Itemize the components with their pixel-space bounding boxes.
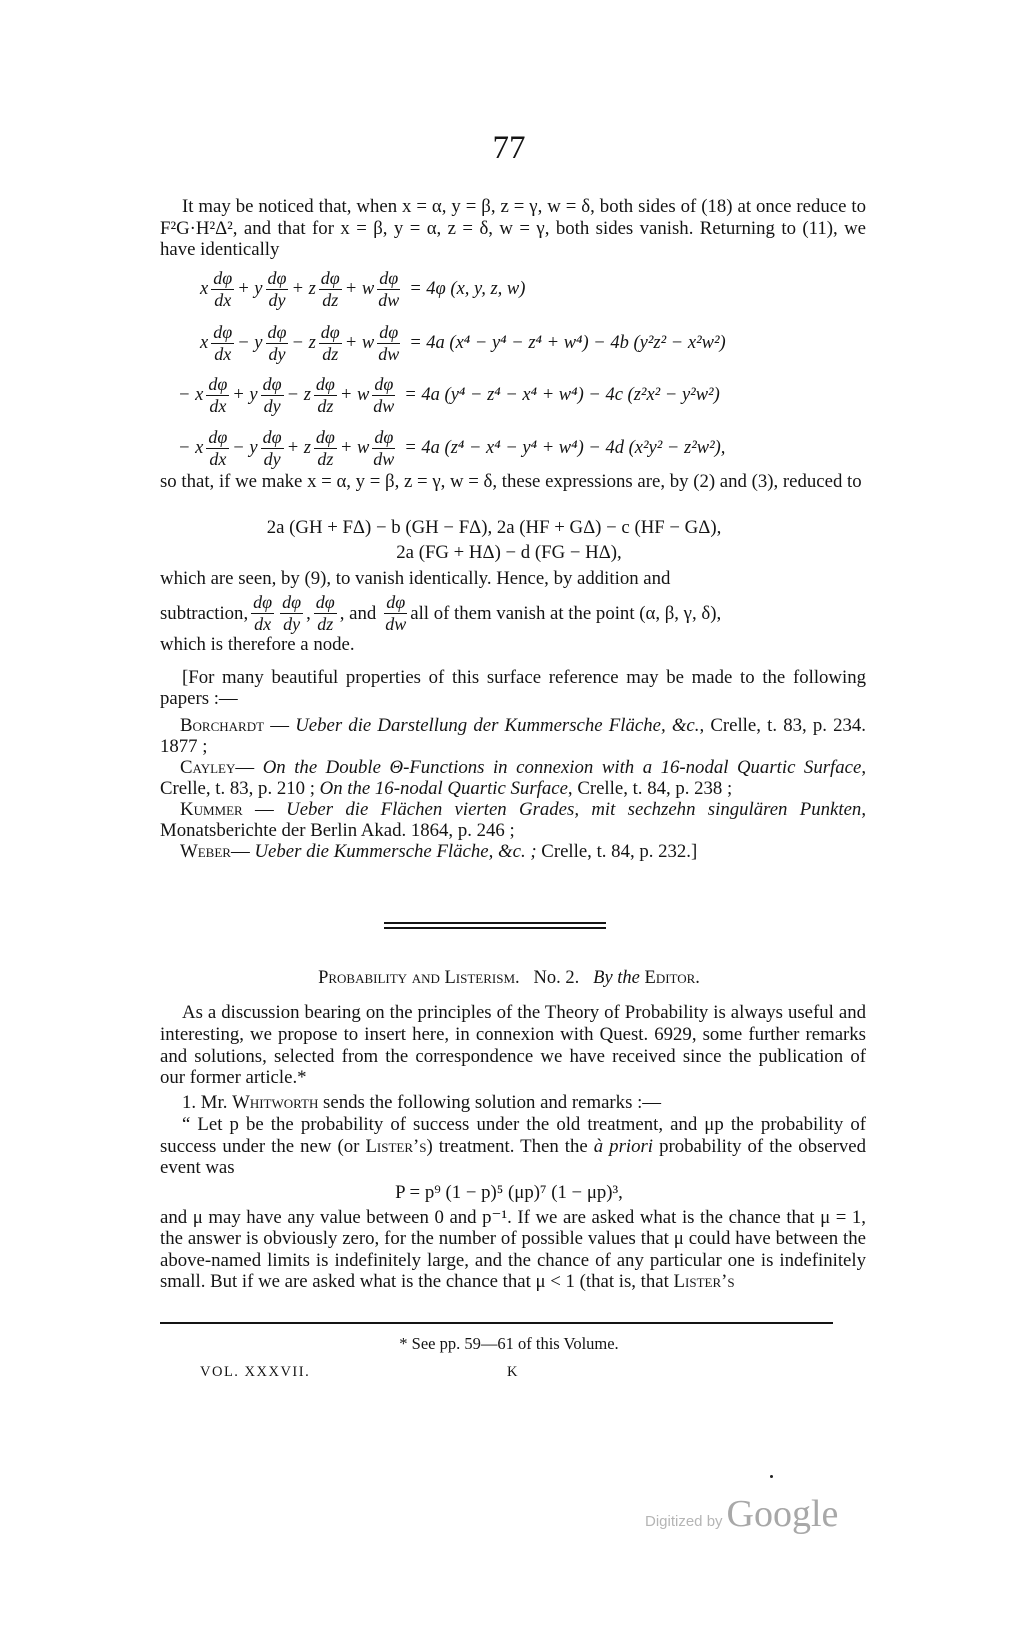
fraction [377, 268, 400, 311]
frac-num: dφ [379, 322, 399, 342]
eq-lead: x [200, 333, 209, 353]
ref-author: Kummer [180, 799, 243, 820]
frac-num: dφ [315, 427, 335, 447]
fraction [314, 427, 337, 470]
person-name: Lister’s [365, 1135, 427, 1157]
whitworth-paragraph: 1. Mr. Whitworth sends the following solution and remarks :— [182, 1092, 662, 1113]
fraction [261, 374, 284, 417]
eq-term: − y [232, 438, 258, 458]
eq-term: + w [339, 385, 370, 405]
speck [770, 1475, 773, 1478]
node-line: which is therefore a node. [160, 634, 355, 655]
equation-row [200, 322, 860, 365]
eq-term: + y [237, 279, 263, 299]
frac-den: dz [322, 290, 339, 310]
fraction [211, 322, 234, 365]
frac-den: dy [283, 614, 301, 634]
frac-num: dφ [282, 592, 302, 612]
frac-den: dz [317, 449, 334, 469]
intro-paragraph: It may be noticed that, when x = α, y = β, z = γ, w = δ, both sides of (18) at once reduce to F²G·H²Δ², and that for x = β, y = α, z = δ, w = γ, both sides vanish. Returning to (11), we have identically [160, 196, 866, 260]
fraction [384, 592, 407, 635]
equation-row [178, 427, 858, 470]
person-name: Lister’s [673, 1270, 735, 1292]
reference-weber: Weber— Ueber die Kummersche Fläche, &c. ; Crelle, t. 84, p. 232.] [180, 841, 698, 862]
ref-author: Weber [180, 841, 231, 862]
fraction [377, 322, 400, 365]
ref-title: On the 16-nodal Quartic Surface [319, 778, 568, 799]
footnote: * See pp. 59—61 of this Volume. [399, 1334, 619, 1353]
frac-den: dz [317, 396, 334, 416]
volume-label: VOL. XXXVII. [200, 1364, 311, 1380]
reference-borchardt: Borchardt — Ueber die Darstellung der Kummersche Fläche, &c., Crelle, t. 83, p. 234. 1877 ; [160, 715, 866, 757]
frac-num: dφ [253, 592, 273, 612]
ref-title: Ueber die Darstellung der Kummersche Fläche, &c. [295, 715, 700, 736]
eq-lead: x [200, 279, 209, 299]
fraction [280, 592, 303, 635]
eq-rhs: = 4φ (x, y, z, w) [409, 279, 526, 299]
subtraction-post: all of them vanish at the point (α, β, γ, δ), [410, 602, 722, 624]
frac-num: dφ [320, 268, 340, 288]
ref-title: Ueber die Kummersche Fläche, &c. ; [254, 841, 537, 862]
section-author: Editor. [644, 968, 700, 988]
fraction [266, 268, 289, 311]
reduced-line-2: 2a (FG + HΔ) − d (FG − HΔ), [396, 542, 622, 563]
frac-den: dw [373, 396, 395, 416]
section-number: No. 2. [533, 968, 580, 988]
eq-lead: − x [178, 438, 204, 458]
section-heading [0, 967, 1018, 989]
frac-den: dw [378, 290, 400, 310]
separator-rule [384, 922, 606, 924]
frac-den: dx [209, 449, 227, 469]
fraction [211, 268, 234, 311]
separator-rule [384, 927, 606, 929]
vanish-line: which are seen, by (9), to vanish identically. Hence, by addition and [160, 568, 671, 589]
eq-lead: − x [178, 385, 204, 405]
ref-title: On the Double Θ-Functions in connexion with a 16-nodal Quartic Surface [262, 757, 862, 778]
section-by: By the [593, 968, 640, 988]
frac-num: dφ [374, 374, 394, 394]
ref-title: Ueber die Flächen vierten Grades, mit sechzehn singulären Punkten [286, 799, 862, 820]
reference-cayley: Cayley— On the Double Θ-Functions in connexion with a 16-nodal Quartic Surface, Crelle, t. 83, p. 210 ; On the 16-nodal Quartic Surface, Crelle, t. 84, p. 238 ; [160, 757, 867, 799]
eq-rhs: = 4a (x⁴ − y⁴ − z⁴ + w⁴) − 4b (y²z² − x²w²) [409, 333, 726, 353]
person-name: Whitworth [232, 1092, 319, 1113]
frac-num: dφ [267, 322, 287, 342]
frac-num: dφ [374, 427, 394, 447]
eq-term: + z [291, 279, 316, 299]
frac-num: dφ [267, 268, 287, 288]
signature-mark: K [507, 1364, 518, 1380]
watermark-caption: Digitized by [645, 1513, 723, 1530]
frac-den: dy [268, 290, 286, 310]
fraction [314, 374, 337, 417]
ref-author: Cayley [180, 757, 236, 778]
section-title: Probability and Listerism. [318, 968, 520, 988]
frac-num: dφ [213, 268, 233, 288]
equation-row [200, 268, 860, 311]
eq-term: − z [291, 333, 316, 353]
eq-term: + w [344, 333, 375, 353]
reference-kummer: Kummer — Ueber die Flächen vierten Grades, mit sechzehn singulären Punkten, Monatsberichte der Berlin Akad. 1864, p. 246 ; [160, 799, 867, 841]
frac-num: dφ [262, 374, 282, 394]
equation-row [178, 374, 858, 417]
so-that-paragraph: so that, if we make x = α, y = β, z = γ, w = δ, these expressions are, by (2) and (3), reduced to [160, 471, 862, 492]
eq-rhs: = 4a (z⁴ − x⁴ − y⁴ + w⁴) − 4d (x²y² − z²w²), [404, 438, 726, 458]
fraction [372, 374, 395, 417]
fraction [314, 592, 337, 635]
references-block [160, 667, 866, 862]
eq-rhs: = 4a (y⁴ − z⁴ − x⁴ + w⁴) − 4c (z²x² − y²w²) [404, 385, 720, 405]
eq-term: + y [232, 385, 258, 405]
fraction [251, 592, 274, 635]
eq-term: − y [237, 333, 263, 353]
eq-term: + w [339, 438, 370, 458]
frac-num: dφ [213, 322, 233, 342]
fraction [206, 374, 229, 417]
google-logo: Google [726, 1493, 839, 1535]
page-number: 77 [492, 130, 526, 166]
fraction [206, 427, 229, 470]
eq-term: − z [286, 385, 311, 405]
fraction [319, 268, 342, 311]
subtraction-and: , and [339, 602, 377, 624]
frac-den: dw [373, 449, 395, 469]
probability-formula: P = p⁹ (1 − p)⁵ (μp)⁷ (1 − μp)³, [395, 1182, 623, 1203]
frac-num: dφ [320, 322, 340, 342]
frac-den: dx [254, 614, 272, 634]
frac-num: dφ [315, 374, 335, 394]
fraction [261, 427, 284, 470]
frac-den: dw [385, 614, 407, 634]
quote-paragraph: “ Let p be the probability of success under the old treatment, and μp the probability of success under the new (or Lister’s) treatment. Then the à priori probability of the observed event was [160, 1114, 867, 1178]
subtraction-text: subtraction, [160, 602, 249, 624]
fraction [319, 322, 342, 365]
frac-den: dz [322, 344, 339, 364]
frac-den: dx [209, 396, 227, 416]
frac-num: dφ [208, 374, 228, 394]
frac-den: dz [317, 614, 334, 634]
frac-den: dx [214, 290, 232, 310]
answer-paragraph: and μ may have any value between 0 and p⁻¹. If we are asked what is the chance that μ = 1, the answer is obviously zero, for the number of possible values that μ could have between the above-named limits is indefinitely large, and the chance of any particular one is indefinitely small. But if we are asked what is the chance that μ < 1 (that is, that Lister’s [160, 1207, 866, 1292]
frac-den: dy [268, 344, 286, 364]
frac-den: dy [263, 396, 281, 416]
ref-author: Borchardt [180, 715, 265, 736]
frac-den: dw [378, 344, 400, 364]
frac-num: dφ [315, 592, 335, 612]
reduced-line-1: 2a (GH + FΔ) − b (GH − FΔ), 2a (HF + GΔ) − c (HF − GΔ), [266, 517, 722, 538]
frac-den: dy [263, 449, 281, 469]
subtraction-line: subtraction, $\frac{d\varphi}{dx}$ $\frac{d\varphi}{dy}$ , $\frac{d\varphi}{dz}$ , and $\frac{d\varphi}{dw}$ all of them vanish at the point (α, β, γ, δ), [160, 592, 722, 634]
references-intro: [For many beautiful properties of this surface reference may be made to the following papers :— [160, 667, 866, 709]
discussion-paragraph: As a discussion bearing on the principles of the Theory of Probability is always useful and interesting, we propose to insert here, in connexion with Quest. 6929, some further remarks and solutions, selected from the correspondence we have received since the publication of our former article.* [160, 1002, 866, 1089]
frac-num: dφ [379, 268, 399, 288]
frac-num: dφ [208, 427, 228, 447]
fraction [372, 427, 395, 470]
digitized-watermark [645, 1492, 838, 1536]
fraction [266, 322, 289, 365]
frac-den: dx [214, 344, 232, 364]
footnote-rule [160, 1322, 833, 1324]
frac-num: dφ [386, 592, 406, 612]
eq-term: + z [286, 438, 311, 458]
frac-num: dφ [262, 427, 282, 447]
eq-term: + w [344, 279, 375, 299]
